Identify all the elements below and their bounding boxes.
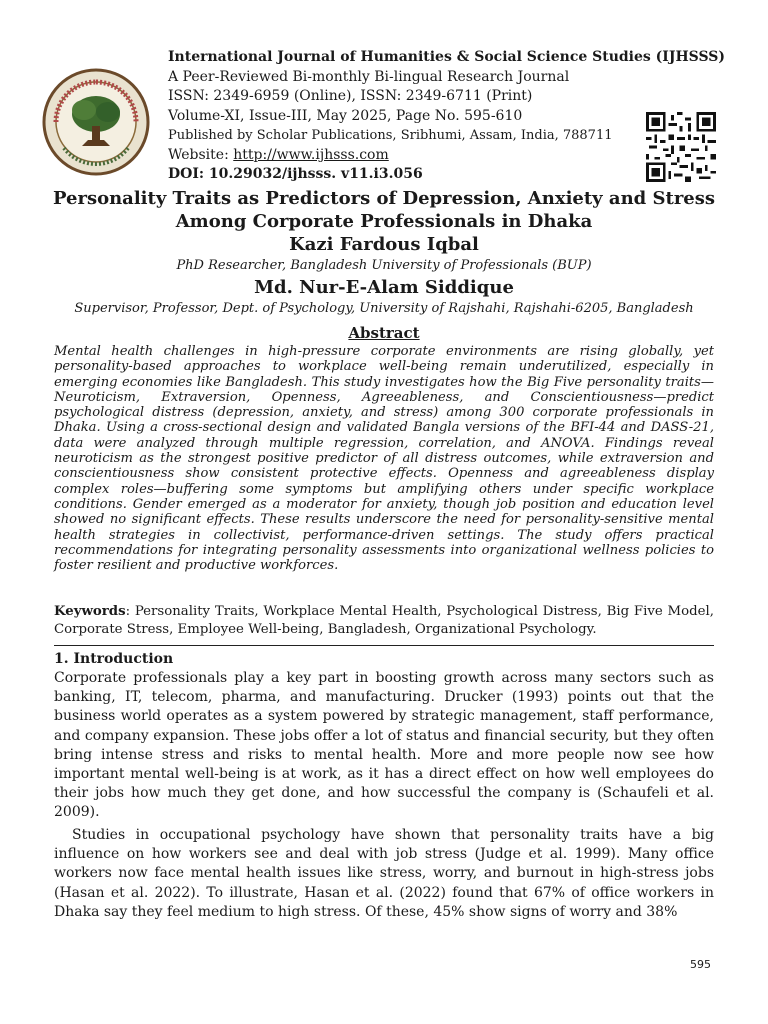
section-divider (54, 645, 714, 646)
issn: ISSN: 2349-6959 (Online), ISSN: 2349-6711 (Print) (168, 88, 533, 104)
keywords-label: Keywords (54, 604, 126, 619)
volume-info: Volume-XI, Issue-III, May 2025, Page No. 595-610 (168, 107, 523, 124)
author-1: Kazi Fardous Iqbal (289, 234, 479, 255)
journal-header (168, 48, 726, 185)
publisher: Published by Scholar Publications, Sribhumi, Assam, India, 788711 (168, 128, 613, 143)
keywords (54, 603, 714, 638)
page-number: 595 (690, 958, 711, 971)
journal-subtitle: A Peer-Reviewed Bi-monthly Bi-lingual Research Journal (168, 68, 570, 85)
section-heading-introduction: 1. Introduction (54, 651, 174, 667)
doi: DOI: 10.29032/ijhsss. v11.i3.056 (168, 166, 423, 182)
keywords-text: : Personality Traits, Workplace Mental Health, Psychological Distress, Big Five Model, Corporate Stress, Employee Well-being, Bangladesh, Organizational Psychology. (54, 604, 714, 637)
website-label: Website: (168, 146, 234, 163)
website-line (168, 146, 638, 166)
author-2: Md. Nur-E-Alam Siddique (254, 277, 514, 298)
abstract-heading: Abstract (348, 324, 420, 342)
website-link[interactable]: http://www.ijhsss.com (233, 146, 389, 163)
affiliation-2: Supervisor, Professor, Dept. of Psychology, University of Rajshahi, Rajshahi-6205, Bangladesh (74, 301, 694, 316)
paper-title-line2: Among Corporate Professionals in Dhaka (175, 211, 593, 232)
qr-code-icon (646, 112, 716, 182)
intro-paragraph-1: Corporate professionals play a key part in boosting growth across many sectors such as banking, IT, telecom, pharma, and manufacturing. Drucker (1993) points out that the business world operates as a system powered by strategic management, staff performance, and company expansion. These jobs offer a lot of status and financial security, but they often bring intense stress and risks to mental health. More and more people now see how important mental well-being is at work, as it has a direct effect on how well employees do their jobs how much they get done, and how successful the company is (Schaufeli et al. 2009). (54, 670, 714, 821)
intro-paragraph-2: Studies in occupational psychology have shown that personality traits have a big influence on how workers see and deal with job stress (Judge et al. 1999). Many office workers now face mental health issues like stress, worry, and burnout in high-stress jobs (Hasan et al. 2022). To illustrate, Hasan et al. (2022) found that 67% of office workers in Dhaka say they feel medium to high stress. Of these, 45% show signs of worry and 38% (54, 827, 714, 920)
paper-title-line1: Personality Traits as Predictors of Depression, Anxiety and Stress (52, 188, 716, 209)
abstract-text: Mental health challenges in high-pressure corporate environments are rising globally, yet personality-based approaches to workplace well-being remain underutilized, especially in emerging economies like Bangladesh. This study investigates how the Big Five personality traits—Neuroticism, Extraversion, Openness, Agreeableness, and Conscientiousness—predict psychological distress (depression, anxiety, and stress) among 300 corporate professionals in Dhaka. Using a cross-sectional design and validated Bangla versions of the BFI-44 and DASS-21, data were analyzed through multiple regression, correlation, and ANOVA. Findings reveal neuroticism as the strongest positive predictor of all distress outcomes, while extraversion and conscientiousness show consistent protective effects. Openness and agreeableness display complex roles—buffering some symptoms but amplifying others under specific workplace conditions. Gender emerged as a moderator for anxiety, though job position and education level showed no significant effects. These results underscore the need for personality-sensitive mental health strategies in collectivist, performance-driven settings. The study offers practical recommendations for integrating personality assessments into organizational wellness policies to foster resilient and productive workforces. (54, 344, 714, 574)
journal-seal-tree-icon (42, 68, 150, 176)
journal-title: International Journal of Humanities & Social Science Studies (IJHSSS) (168, 49, 726, 65)
affiliation-1: PhD Researcher, Bangladesh University of Professionals (BUP) (176, 258, 592, 273)
